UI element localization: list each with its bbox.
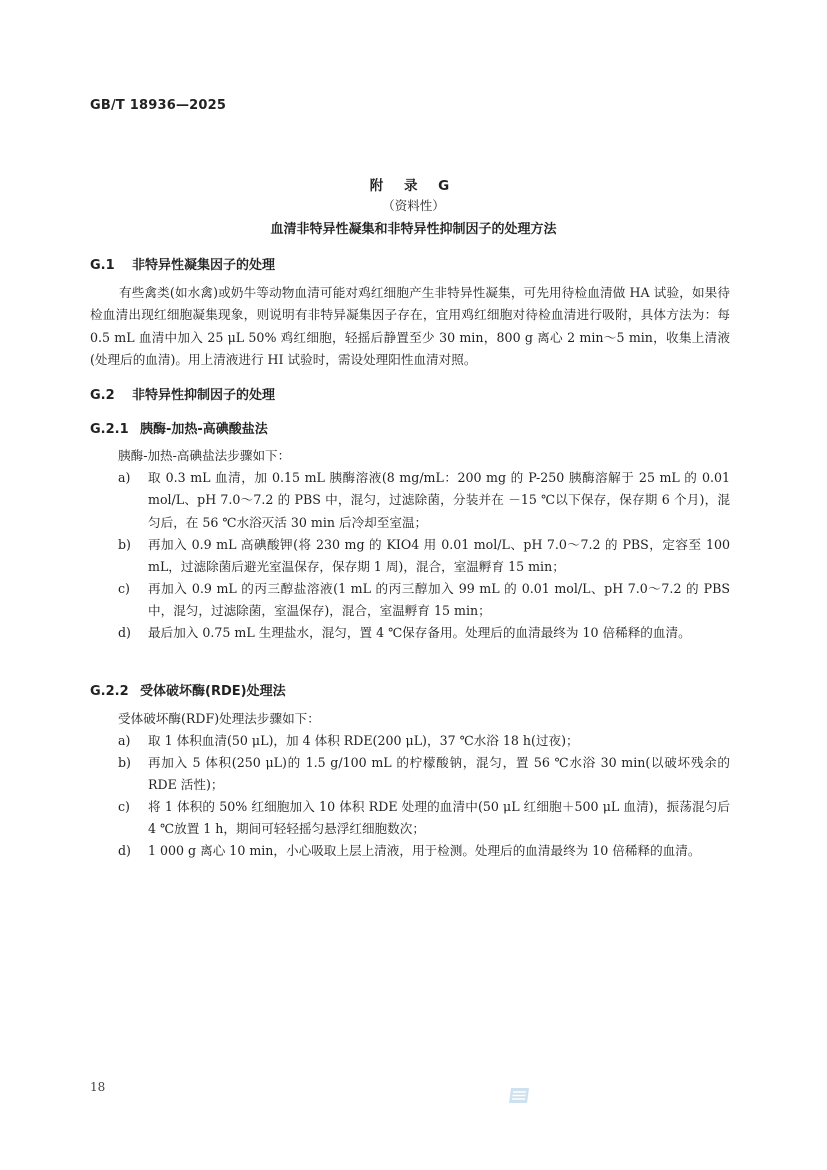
list-marker: c): [118, 799, 130, 814]
section-g21-heading: [90, 418, 268, 437]
list-marker: a): [118, 733, 131, 748]
list-marker: d): [118, 843, 131, 858]
section-g22-heading: [90, 680, 286, 699]
section-title: 受体破坏酶(RDE)处理法: [140, 684, 286, 699]
list-text: 取 1 体积血清(50 μL)，加 4 体积 RDE(200 μL)，37 ℃水浴 18 h(过夜)；: [148, 733, 579, 748]
section-g22-lead: 受体破坏酶(RDF)处理法步骤如下：: [118, 711, 320, 726]
list-marker: d): [118, 625, 131, 640]
list-marker: a): [118, 470, 131, 485]
section-number: G.2.2: [90, 684, 129, 699]
appendix-type: （资料性）: [382, 198, 445, 213]
list-text: 取 0.3 mL 血清，加 0.15 mL 胰酶溶液(8 mg/mL：200 mg 的 P-250 胰酶溶解于 25 mL 的 0.01 mol/L、pH 7.0～7.2 的 PBS 中，混匀，过滤除菌，分装并在 －15 ℃以下保存，保存期 6 个月)，混匀后，在 56 ℃水浴灭活 30 min 后冷却至室温；: [148, 470, 730, 530]
section-title: 胰酶-加热-高碘酸盐法: [140, 422, 268, 437]
list-text: 将 1 体积的 50% 红细胞加入 10 体积 RDE 处理的血清中(50 μL 红细胞＋500 μL 血清)，振荡混匀后 4 ℃放置 1 h，期间可轻轻摇匀悬浮红细胞数次；: [148, 799, 730, 837]
page-number: 18: [90, 1080, 106, 1094]
list-marker: b): [118, 755, 131, 770]
list-item: [118, 467, 730, 534]
appendix-subtitle: 血清非特异性凝集和非特异性抑制因子的处理方法: [270, 222, 557, 237]
sac-logo-icon: [507, 1087, 531, 1104]
list-item: [118, 534, 730, 579]
list-item: [118, 796, 730, 841]
section-number: G.2: [90, 388, 115, 403]
standard-number: GB/T 18936—2025: [90, 98, 227, 113]
list-item: [118, 752, 730, 797]
list-text: 再加入 0.9 mL 的丙三醇盐溶液(1 mL 的丙三醇加入 99 mL 的 0.01 mol/L、pH 7.0～7.2 的 PBS 中，混匀，过滤除菌，室温保存)，混合，室温孵育 15 min；: [148, 581, 730, 619]
section-g21-lead: 胰酶-加热-高碘盐法步骤如下：: [118, 448, 291, 463]
list-text: 再加入 5 体积(250 μL)的 1.5 g/100 mL 的柠檬酸钠，混匀，置 56 ℃水浴 30 min(以破坏残余的 RDE 活性)；: [148, 755, 730, 793]
section-number: G.1: [90, 258, 115, 273]
section-number: G.2.1: [90, 422, 129, 437]
list-item: [118, 622, 730, 644]
section-g1-body: 有些禽类(如水禽)或奶牛等动物血清可能对鸡红细胞产生非特异性凝集，可先用待检血清做 HA 试验，如果待检血清出现红细胞凝集现象，则说明有非特异凝集因子存在，宜用鸡红细胞对待检血清进行吸附，具体方法为：每 0.5 mL 血清中加入 25 μL 50% 鸡红细胞，轻摇后静置至少 30 min，800 g 离心 2 min～5 min，收集上清液(处理后的血清)。用上清液进行 HI 试验时，需设处理阳性血清对照。: [90, 285, 730, 368]
appendix-title: 附 录 G: [369, 178, 458, 194]
list-text: 1 000 g 离心 10 min，小心吸取上层上清液，用于检测。处理后的血清最终为 10 倍稀释的血清。: [148, 843, 701, 858]
section-title: 非特异性凝集因子的处理: [132, 258, 276, 273]
list-text: 再加入 0.9 mL 高碘酸钾(将 230 mg 的 KIO4 用 0.01 mol/L、pH 7.0～7.2 的 PBS，定容至 100 mL，过滤除菌后避光室温保存，保存期 1 周)，混合，室温孵育 15 min；: [148, 537, 730, 575]
section-g1-heading: [90, 254, 275, 273]
section-g2-heading: [90, 384, 275, 403]
list-marker: b): [118, 537, 131, 552]
list-item: [118, 578, 730, 623]
list-text: 最后加入 0.75 mL 生理盐水，混匀，置 4 ℃保存备用。处理后的血清最终为 10 倍稀释的血清。: [148, 625, 691, 640]
list-item: [118, 840, 730, 862]
section-title: 非特异性抑制因子的处理: [132, 388, 276, 403]
list-item: [118, 730, 730, 752]
list-marker: c): [118, 581, 130, 596]
